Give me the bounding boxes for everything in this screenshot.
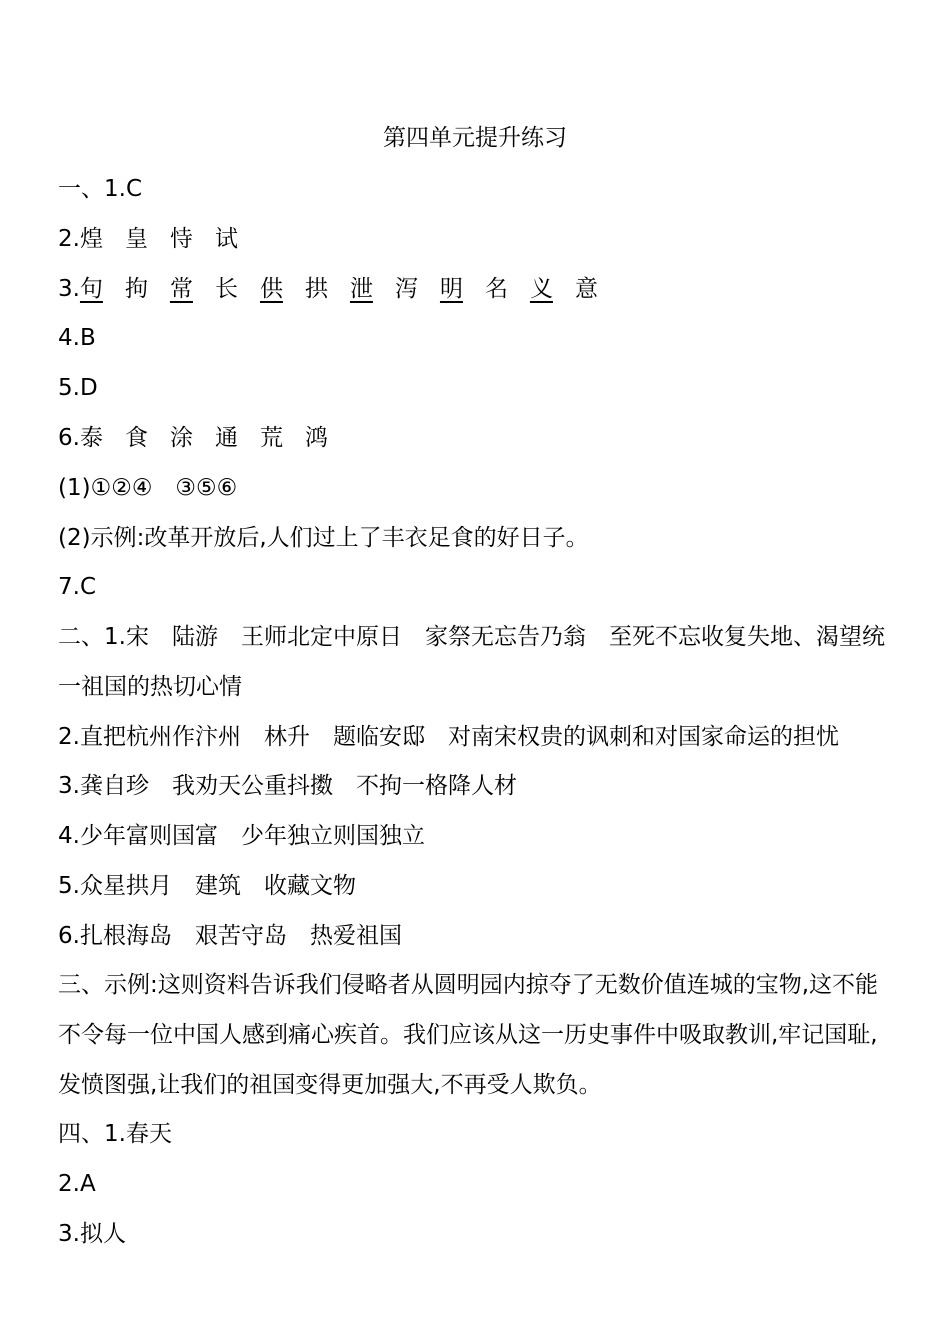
s1-q6-num: 6.: [58, 425, 80, 451]
s1-q6-char: 涂: [169, 425, 193, 451]
s2-q1: 二、1.宋 陆游 王师北定中原日 家祭无忘告乃翁 至死不忘收复失地、渴望统一祖国的热切心情: [58, 624, 885, 700]
s1-q5: 5.D: [58, 375, 98, 401]
s4-q1: 四、1.春天: [58, 1121, 172, 1147]
s1-q3-char: 泄: [349, 276, 373, 302]
s1-q3-char: 长: [214, 276, 238, 302]
s1-q3-char: 名: [484, 276, 508, 302]
s1-q6: [58, 422, 898, 454]
s1-q3-char: 拱: [304, 276, 328, 302]
s2-q5: 5.众星拱月 建筑 收藏文物: [58, 873, 356, 899]
s4-q3: 3.拟人: [58, 1221, 126, 1247]
s1-q2: [58, 223, 898, 255]
s1-q3-char: 供: [259, 276, 283, 302]
s1-q6-char: 食: [124, 425, 148, 451]
s1-q7: 7.C: [58, 574, 97, 600]
s1-q3: [58, 273, 898, 305]
s2-q3: 3.龚自珍 我劝天公重抖擞 不拘一格降人材: [58, 773, 517, 799]
s2-q4: 4.少年富则国富 少年独立则国独立: [58, 823, 425, 849]
s1-q6-2: (2)示例:改革开放后,人们过上了丰衣足食的好日子。: [58, 525, 589, 551]
s1-q6-char: 泰: [79, 425, 103, 451]
s1-q6-char: 荒: [259, 425, 283, 451]
s1-q2-char: 试: [214, 226, 238, 252]
s3-text: 三、示例:这则资料告诉我们侵略者从圆明园内掠夺了无数价值连城的宝物,这不能不令每一位中国人感到痛心疾首。我们应该从这一历史事件中吸取教训,牢记国耻,发愤图强,让我们的祖国变得更加强大,不再受人欺负。: [58, 972, 879, 1098]
s1-q6-char: 通: [214, 425, 238, 451]
s1-q2-char: 皇: [124, 226, 148, 252]
s1-q2-char: 恃: [169, 226, 193, 252]
s1-q4: 4.B: [58, 325, 96, 351]
s1-q3-num: 3.: [58, 276, 80, 302]
s1-q3-char: 常: [169, 276, 193, 302]
s1-q3-char: 明: [439, 276, 463, 302]
s2-q2: 2.直把杭州作汴州 林升 题临安邸 对南宋权贵的讽刺和对国家命运的担忧: [58, 724, 839, 750]
s1-q6-1: (1)①②④ ③⑤⑥: [58, 475, 238, 501]
s1-q3-char: 句: [79, 276, 103, 302]
s1-q6-char: 鸿: [304, 425, 328, 451]
s2-q6: 6.扎根海岛 艰苦守岛 热爱祖国: [58, 923, 402, 949]
s1-q3-char: 义: [529, 276, 553, 302]
page-title: 第四单元提升练习: [383, 125, 567, 151]
s1-q2-char: 煌: [79, 226, 103, 252]
s1-q3-char: 泻: [394, 276, 418, 302]
s1-q1: 一、1.C: [58, 176, 143, 202]
s1-q2-num: 2.: [58, 226, 80, 252]
s1-q3-char: 拘: [124, 276, 148, 302]
s4-q2: 2.A: [58, 1171, 96, 1197]
s1-q3-char: 意: [574, 276, 598, 302]
